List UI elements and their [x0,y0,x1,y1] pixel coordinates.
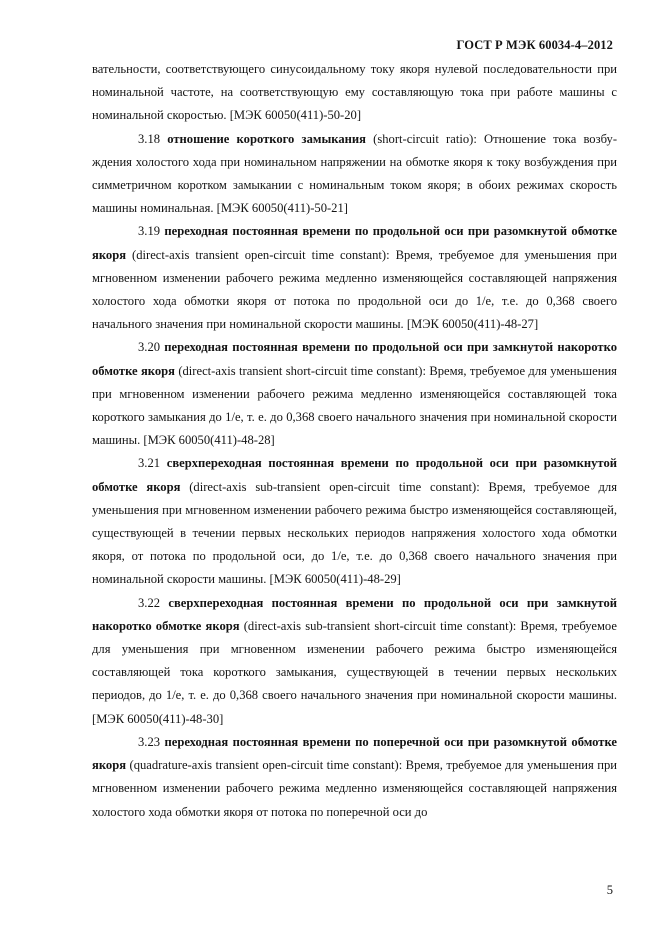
definition-text: (direct-axis transient short-circuit time constant): Время, требуемое для уменьшения при мгновенном изменении рабочего режима медленно изменяющейся составляющей тока короткого замыкания до 1/е, т. е. до 0,368 своего начального значения при номинальной скорости машины. [МЭК 60050(411)-48-28] [92,363,617,448]
page-number: 5 [606,883,613,897]
clause-number: 3.21 [138,456,167,471]
clause-number: 3.20 [138,340,165,355]
definition-3-22 [92,592,617,731]
paragraph-text: вательности, соответствующего синусоидальному току якоря нулевой последовательности при номинальной частоте, на соответствующую ему составляющую тока при работе машины с номинальной скоростью. [МЭК 60050(411)-50-20] [92,62,617,123]
definition-3-20 [92,336,617,452]
definition-3-19 [92,220,617,336]
defined-term: отношение короткого замыкания [167,131,366,146]
definition-text: (direct-axis sub-transient short-circuit time constant): Время, требуемое для уменьшения при мгновенном изменении рабочего режима быстро изменяющейся составляющей тока короткого замыкания, существующей в течении первых нескольких периодов, до 1/е, т. е. до 0,368 своего начального значения при номинальной скорости машины. [МЭК 60050(411)-48-30] [92,618,617,726]
paragraph-continuation [92,58,617,128]
defined-term: переходная постоянная времени по продольной оси при разомкнутой обмотке якоря [92,224,618,262]
definition-text: (short-circuit ratio): Отношение тока возбуждения холостого хода при номинальном напряжении на обмотке якоря к току возбуждения при симметричном коротком замыкании с номинальным током якоря; в обоих режимах скорость машины номинальная. [МЭК 60050(411)-50-21] [92,131,618,216]
defined-term: переходная постоянная времени по продольной оси при замкнутой накоротко обмотке якоря [92,340,617,378]
defined-term: сверхпереходная постоянная времени по продольной оси при разомкнутой обмотке якоря [92,456,617,494]
clause-number: 3.18 [138,131,168,146]
definition-text: (quadrature-axis transient open-circuit time constant): Время, требуемое для уменьшения при мгновенном изменении рабочего режима медленно изменяющейся составляющей напряжения холостого хода обмотки якоря от потока по поперечной оси до [92,758,617,819]
document-body [92,58,617,824]
definition-3-21 [92,452,617,591]
definition-3-18 [92,128,617,221]
definition-text: (direct-axis sub-transient open-circuit time constant): Время, требуемое для уменьшения при мгновенном изменении рабочего режима быстро изменяющейся составляющей, существующей в течении первых нескольких периодов напряжения холостого хода обмотки якоря, от потока по продольной оси, до 1/е, т.е. до 0,368 своего начального значения при номинальной скорости машины. [МЭК 60050(411)-48-29] [92,479,617,587]
definition-3-23 [92,731,617,824]
defined-term: переходная постоянная времени по поперечной оси при разомкнутой обмотке якоря [92,734,617,773]
definition-text: (direct-axis transient open-circuit time constant): Время, требуемое для уменьшения при мгновенном изменении рабочего режима медленно изменяющейся составляющей напряжения холостого хода обмотки якоря от потока по продольной оси до 1/е, т.е. до 0,368 своего начального значения при номинальной скорости машины. [МЭК 60050(411)-48-27] [92,247,617,332]
running-header: ГОСТ Р МЭК 60034-4–2012 [456,38,613,52]
clause-number: 3.19 [138,224,165,239]
defined-term: сверхпереходная постоянная времени по продольной оси при замкнутой накоротко обмотке якоря [92,595,617,633]
clause-number: 3.23 [138,734,165,749]
clause-number: 3.22 [138,595,169,610]
